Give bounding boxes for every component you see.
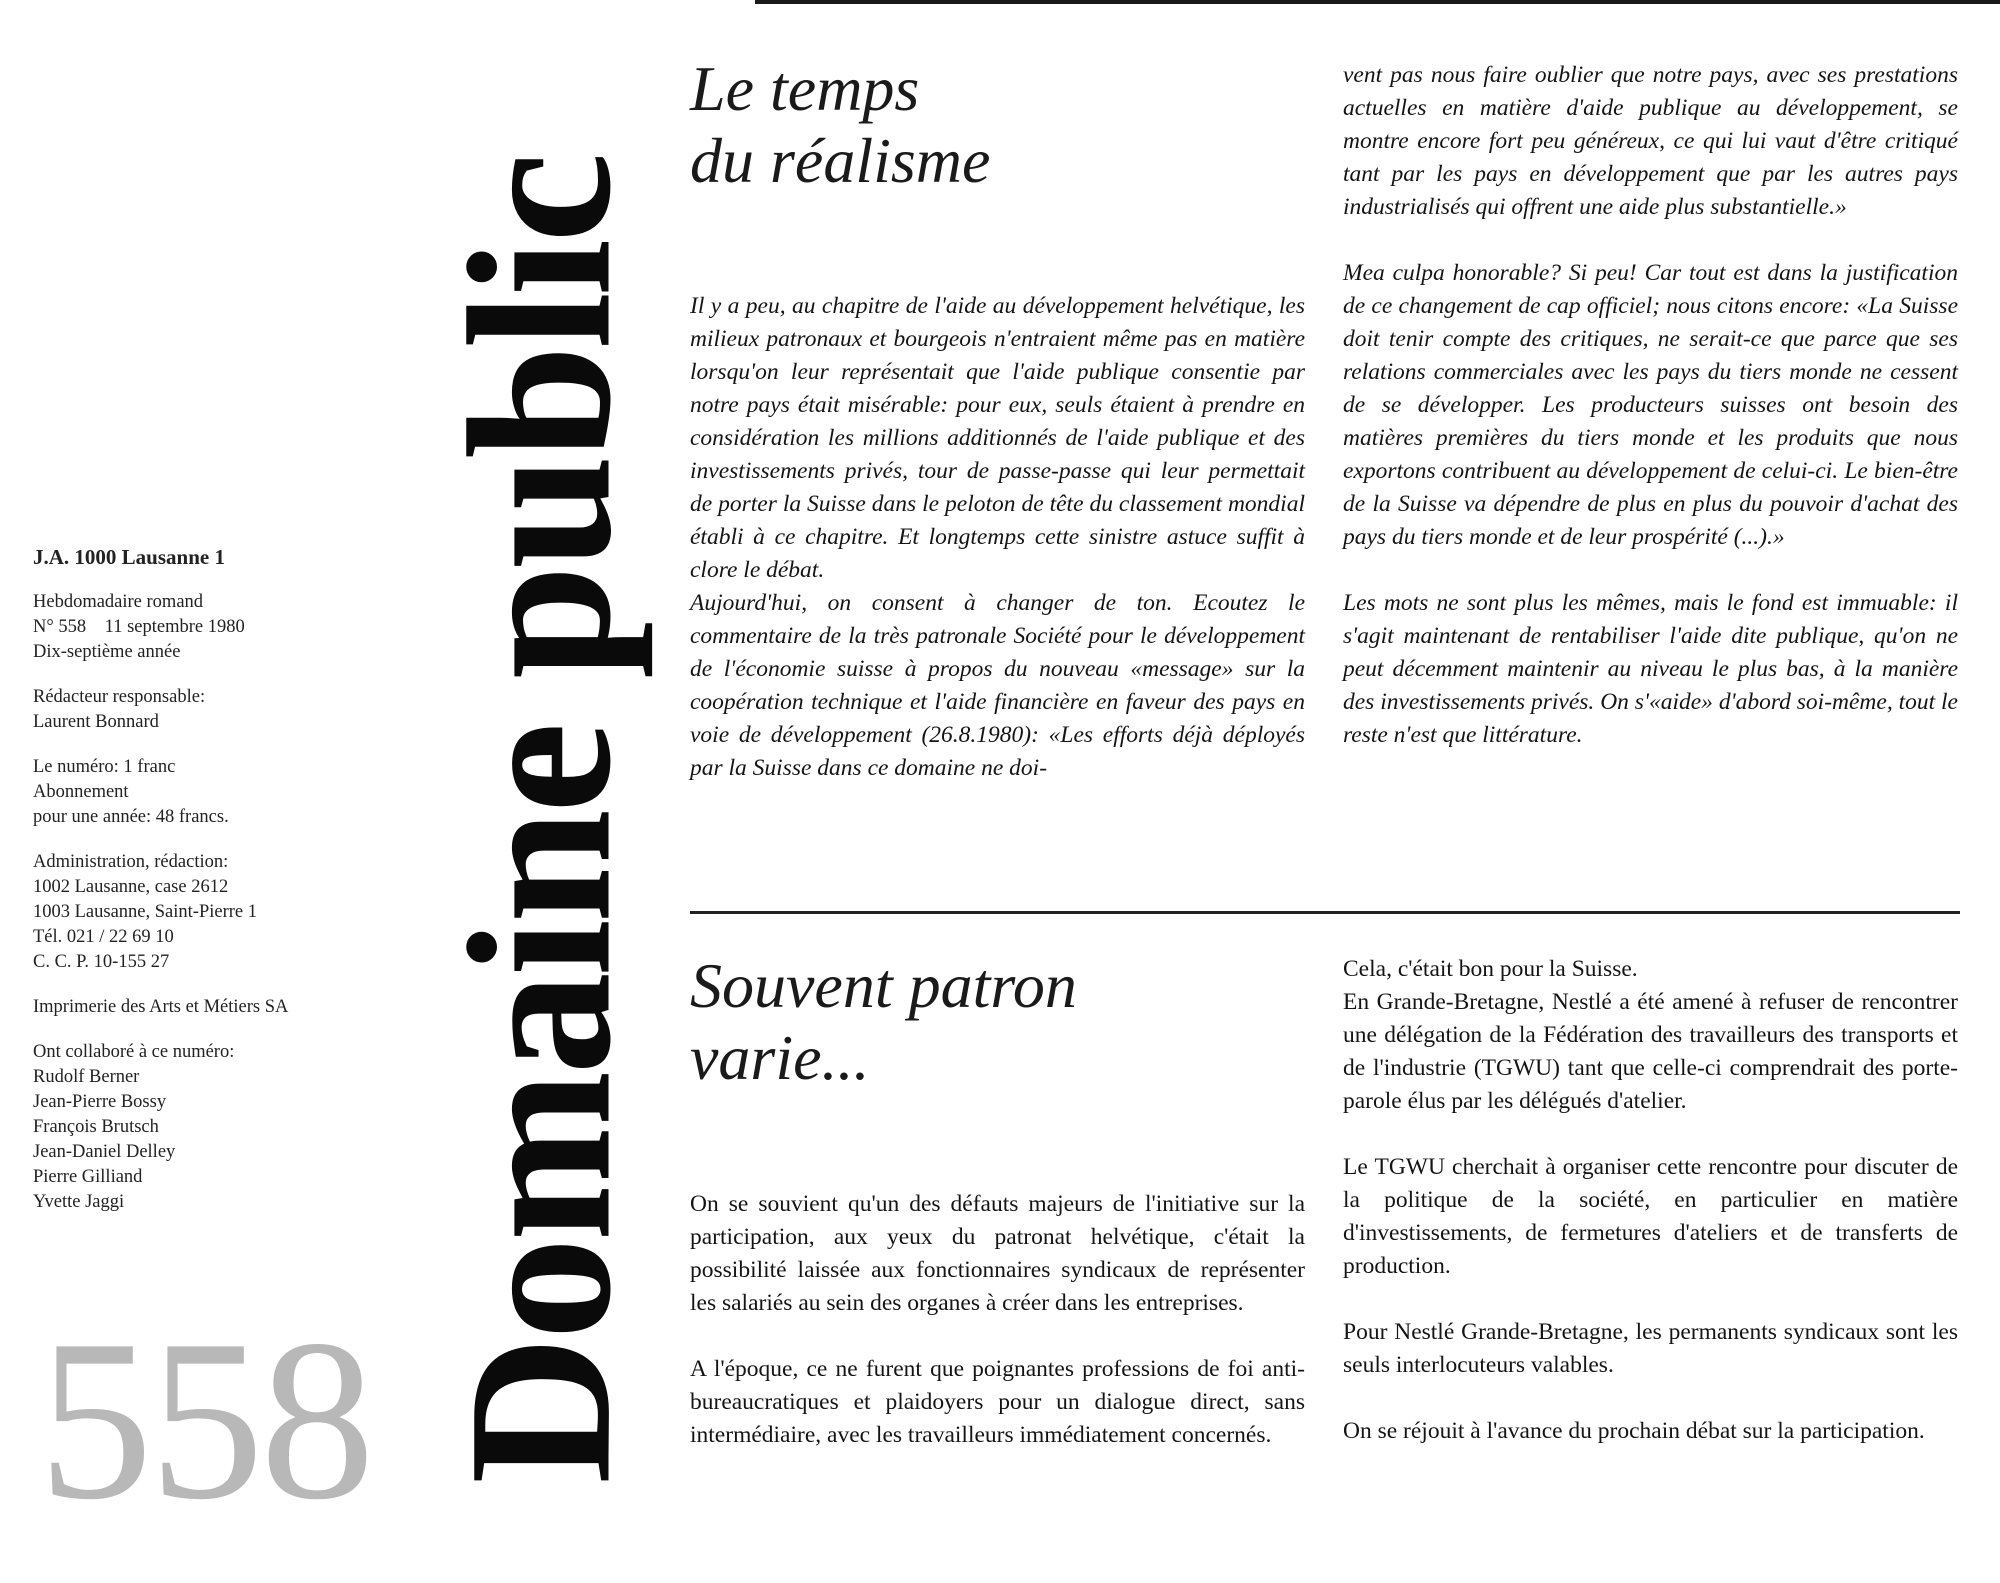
- article2-column-left: [690, 1188, 1305, 1452]
- price-info: [33, 755, 393, 830]
- contributor-name: Rudolf Berner: [33, 1067, 140, 1087]
- printer-info: [33, 995, 393, 1020]
- article1-title: [690, 53, 990, 197]
- article2-title: [690, 950, 1077, 1094]
- postal-mark: J.A. 1000 Lausanne 1: [33, 545, 225, 569]
- printer-line: Imprimerie des Arts et Métiers SA: [33, 997, 289, 1017]
- contributor-name: Jean-Daniel Delley: [33, 1142, 176, 1162]
- editor-info: [33, 685, 393, 735]
- price-line: Le numéro: 1 franc: [33, 757, 176, 777]
- masthead: [426, 120, 654, 1520]
- article1-title-line: du réalisme: [690, 125, 991, 196]
- publication-line: N° 558 11 septembre 1980: [33, 617, 245, 637]
- masthead-title: Domaine public: [426, 156, 654, 1484]
- article1-paragraph: Mea culpa honorable? Si peu! Car tout est dans la justification de ce changement de cap officiel; nous citons encore: «La Suisse doit tenir compte des critiques, ne serait-ce que parce que ses relations commerciales avec les pays du tiers monde ne cessent de se développer. Les producteurs suisses ont besoin des matières premières du tiers monde et les produits que nous exportons contribuent au développement de celui-ci. Le bien-être de la Suisse va dépendre de plus en plus du pouvoir d'achat des pays du tiers monde et de leur prospérité (...).»: [1343, 260, 1958, 550]
- article-divider: [690, 911, 1960, 914]
- top-rule: [755, 0, 2000, 4]
- article1-paragraph: Il y a peu, au chapitre de l'aide au développement helvétique, les milieux patronaux et bourgeois n'entraient même pas en matière lorsqu'on leur représentait que l'aide publique consentie par notre pays était misérable: pour eux, seuls étaient à prendre en considération les millions additionnés de l'aide publique et des investissements privés, tour de passe-passe qui leur permettait de porter la Suisse dans le peloton de tête du classement mondial établi à ce chapitre. Et longtemps cette sinistre astuce suffit à clore le débat.: [690, 293, 1305, 583]
- article1-title-line: Le temps: [690, 53, 920, 124]
- contributor-name: Jean-Pierre Bossy: [33, 1092, 167, 1112]
- admin-line: C. C. P. 10-155 27: [33, 952, 170, 972]
- article1-paragraph: Aujourd'hui, on consent à changer de ton. Ecoutez le commentaire de la très patronale Société pour le développement de l'économie suisse à propos du nouveau «message» sur la coopération technique et l'aide financière en faveur des pays en voie de développement (26.8.1980): «Les efforts déjà déployés par la Suisse dans ce domaine ne doi-: [690, 590, 1305, 781]
- publication-details: [33, 590, 393, 665]
- article2-column-right: [1343, 953, 1958, 1448]
- admin-line: Administration, rédaction:: [33, 852, 229, 872]
- contributor-name: Yvette Jaggi: [33, 1192, 125, 1212]
- article2-title-line: varie...: [690, 1022, 870, 1093]
- article2-paragraph: Cela, c'était bon pour la Suisse.: [1343, 956, 1638, 982]
- publication-line: Hebdomadaire romand: [33, 592, 204, 612]
- publication-line: Dix-septième année: [33, 642, 181, 662]
- price-line: Abonnement: [33, 782, 129, 802]
- article2-paragraph: Pour Nestlé Grande-Bretagne, les permanents syndicaux sont les seuls interlocuteurs valables.: [1343, 1319, 1958, 1378]
- contributors-info: [33, 1040, 393, 1215]
- editor-line: Rédacteur responsable:: [33, 687, 206, 707]
- contributor-name: Pierre Gilliand: [33, 1167, 143, 1187]
- article2-paragraph: On se réjouit à l'avance du prochain débat sur la participation.: [1343, 1418, 1925, 1444]
- publication-info: [33, 545, 393, 1235]
- article1-column-right: [1343, 59, 1958, 752]
- article1-paragraph: vent pas nous faire oublier que notre pays, avec ses prestations actuelles en matière d'aide publique au développement, se montre encore fort peu généreux, ce qui lui vaut d'être critiqué tant par les pays en développement que par les autres pays industrialisés qui offrent une aide plus substantielle.»: [1343, 62, 1958, 220]
- contributor-name: François Brutsch: [33, 1117, 159, 1137]
- article2-paragraph: A l'époque, ce ne furent que poignantes professions de foi anti-bureaucratiques et plaidoyers pour un dialogue direct, sans intermédiaire, avec les travailleurs immédiatement concernés.: [690, 1356, 1305, 1448]
- article2-title-line: Souvent patron: [690, 950, 1077, 1021]
- article1-paragraph: Les mots ne sont plus les mêmes, mais le fond est immuable: il s'agit maintenant de rentabiliser l'aide dite publique, qu'on ne peut décemment maintenir au niveau le plus bas, à la manière des investissements privés. On s'«aide» d'abord soi-même, tout le reste n'est que littérature.: [1343, 590, 1958, 748]
- article1-column-left: [690, 290, 1305, 785]
- editor-line: Laurent Bonnard: [33, 712, 159, 732]
- admin-line: 1002 Lausanne, case 2612: [33, 877, 229, 897]
- price-line: pour une année: 48 francs.: [33, 807, 229, 827]
- issue-number: 558: [38, 1292, 371, 1547]
- admin-line: 1003 Lausanne, Saint-Pierre 1: [33, 902, 257, 922]
- article2-paragraph: Le TGWU cherchait à organiser cette rencontre pour discuter de la politique de la société, en particulier en matière d'investissements, de fermetures d'ateliers et de transferts de production.: [1343, 1154, 1958, 1279]
- admin-line: Tél. 021 / 22 69 10: [33, 927, 174, 947]
- article2-paragraph: On se souvient qu'un des défauts majeurs de l'initiative sur la participation, aux yeux du patronat helvétique, c'était la possibilité laissée aux fonctionnaires syndicaux de représenter les salariés au sein des organes à créer dans les entreprises.: [690, 1191, 1305, 1316]
- administration-info: [33, 850, 393, 975]
- article2-paragraph: En Grande-Bretagne, Nestlé a été amené à refuser de rencontrer une délégation de la Fédération des travailleurs des transports et de l'industrie (TGWU) tant que celle-ci comprendrait des porte-parole élus par les délégués d'atelier.: [1343, 989, 1958, 1114]
- contributors-heading: Ont collaboré à ce numéro:: [33, 1042, 235, 1062]
